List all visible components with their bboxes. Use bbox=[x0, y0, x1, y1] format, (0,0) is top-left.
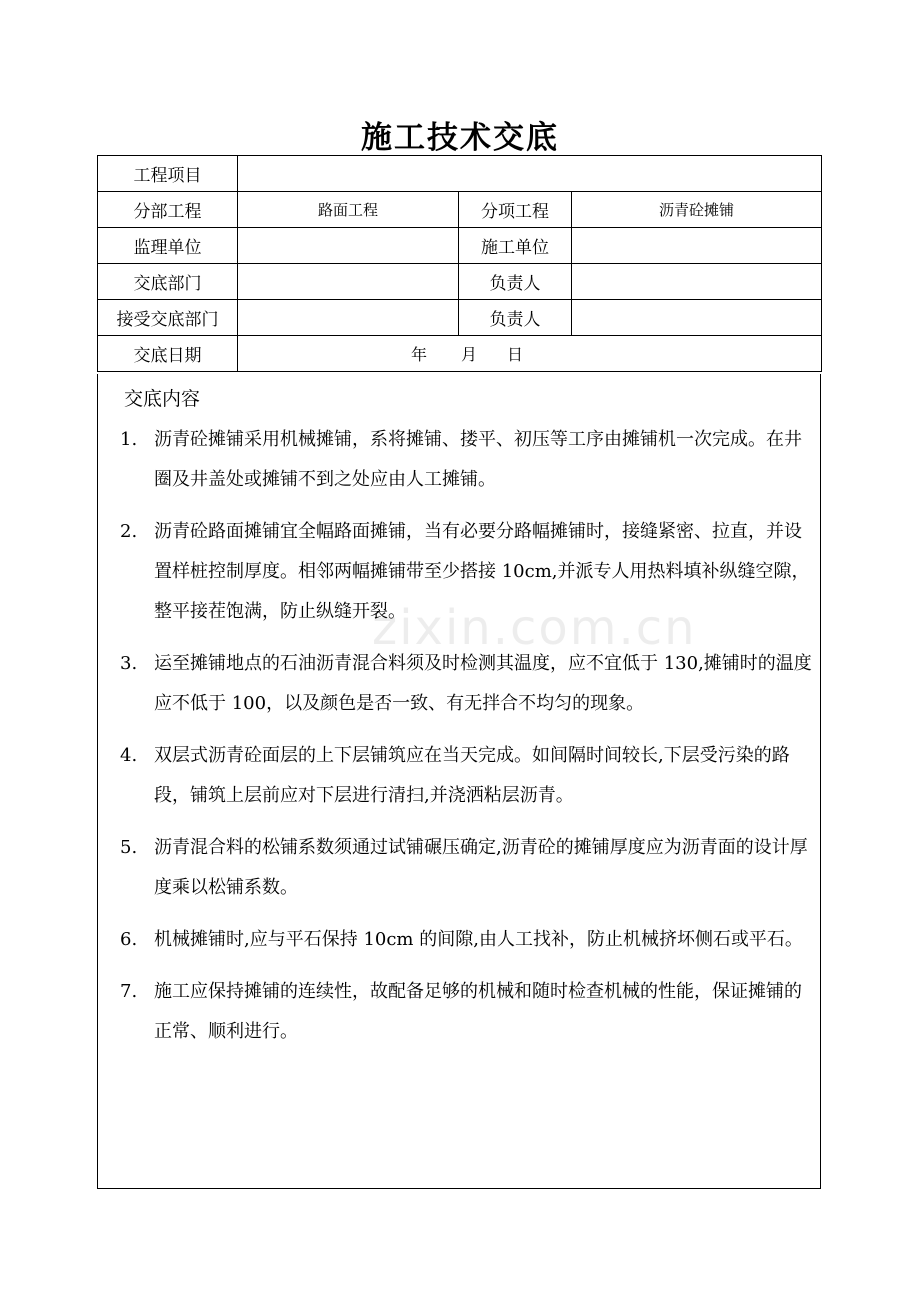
table-row-receiving bbox=[98, 300, 822, 336]
item-text: 沥青砼摊铺采用机械摊铺，系将摊铺、搂平、初压等工序由摊铺机一次完成。在井圈及井盖处或摊铺不到之处应由人工摊铺。 bbox=[154, 429, 802, 490]
table-row-date bbox=[98, 336, 822, 372]
list-item bbox=[120, 828, 814, 908]
subitem-label: 分项工程 bbox=[459, 192, 572, 228]
item-number: 1. bbox=[120, 429, 138, 450]
list-item bbox=[120, 920, 814, 960]
item-number: 2. bbox=[120, 521, 138, 542]
content-box bbox=[97, 374, 821, 1189]
project-value bbox=[238, 156, 822, 192]
handover-dept-label: 交底部门 bbox=[98, 264, 238, 300]
handover-person-value bbox=[572, 264, 822, 300]
content-list bbox=[120, 420, 814, 1064]
table-row-units bbox=[98, 228, 822, 264]
item-number: 5. bbox=[120, 837, 138, 858]
date-day: 日 bbox=[507, 345, 524, 364]
date-month: 月 bbox=[461, 345, 478, 364]
contractor-label: 施工单位 bbox=[459, 228, 572, 264]
table-row-project bbox=[98, 156, 822, 192]
receiving-person-label: 负责人 bbox=[459, 300, 572, 336]
table-row-handover bbox=[98, 264, 822, 300]
project-label: 工程项目 bbox=[98, 156, 238, 192]
date-year: 年 bbox=[410, 345, 427, 364]
supervisor-value bbox=[238, 228, 459, 264]
item-number: 7. bbox=[120, 981, 138, 1002]
item-text: 施工应保持摊铺的连续性，故配备足够的机械和随时检查机械的性能，保证摊铺的正常、顺利进行。 bbox=[154, 981, 802, 1042]
subitem-value: 沥青砼摊铺 bbox=[572, 192, 822, 228]
info-table bbox=[97, 155, 822, 372]
item-text: 沥青砼路面摊铺宜全幅路面摊铺，当有必要分路幅摊铺时，接缝紧密、拉直，并设置样桩控制厚度。相邻两幅摊铺带至少搭接 10cm,并派专人用热料填补纵缝空隙，整平接茬饱满，防止纵缝开裂。 bbox=[154, 521, 810, 622]
receiving-dept-label: 接受交底部门 bbox=[98, 300, 238, 336]
list-item bbox=[120, 420, 814, 500]
item-text: 双层式沥青砼面层的上下层铺筑应在当天完成。如间隔时间较长,下层受污染的路段，铺筑上层前应对下层进行清扫,并浇洒粘层沥青。 bbox=[154, 745, 790, 806]
document-title: 施工技术交底 bbox=[361, 120, 559, 156]
watermark: zixin.com.cn bbox=[372, 600, 697, 656]
date-label: 交底日期 bbox=[98, 336, 238, 372]
item-text: 运至摊铺地点的石油沥青混合料须及时检测其温度，应不宜低于 130,摊铺时的温度应不低于 100，以及颜色是否一致、有无拌合不均匀的现象。 bbox=[154, 653, 812, 714]
item-text: 机械摊铺时,应与平石保持 10cm 的间隙,由人工找补，防止机械挤坏侧石或平石。 bbox=[154, 929, 803, 950]
receiving-person-value bbox=[572, 300, 822, 336]
item-number: 6. bbox=[120, 929, 138, 950]
list-item bbox=[120, 644, 814, 724]
handover-dept-value bbox=[238, 264, 459, 300]
table-row-division bbox=[98, 192, 822, 228]
item-number: 4. bbox=[120, 745, 138, 766]
list-item bbox=[120, 972, 814, 1052]
contractor-value bbox=[572, 228, 822, 264]
supervisor-label: 监理单位 bbox=[98, 228, 238, 264]
item-text: 沥青混合料的松铺系数须通过试铺碾压确定,沥青砼的摊铺厚度应为沥青面的设计厚度乘以松铺系数。 bbox=[154, 837, 808, 898]
item-number: 3. bbox=[120, 653, 138, 674]
list-item bbox=[120, 736, 814, 816]
division-label: 分部工程 bbox=[98, 192, 238, 228]
receiving-dept-value bbox=[238, 300, 459, 336]
content-label: 交底内容 bbox=[124, 388, 201, 410]
date-value bbox=[238, 336, 822, 372]
handover-person-label: 负责人 bbox=[459, 264, 572, 300]
division-value: 路面工程 bbox=[238, 192, 459, 228]
